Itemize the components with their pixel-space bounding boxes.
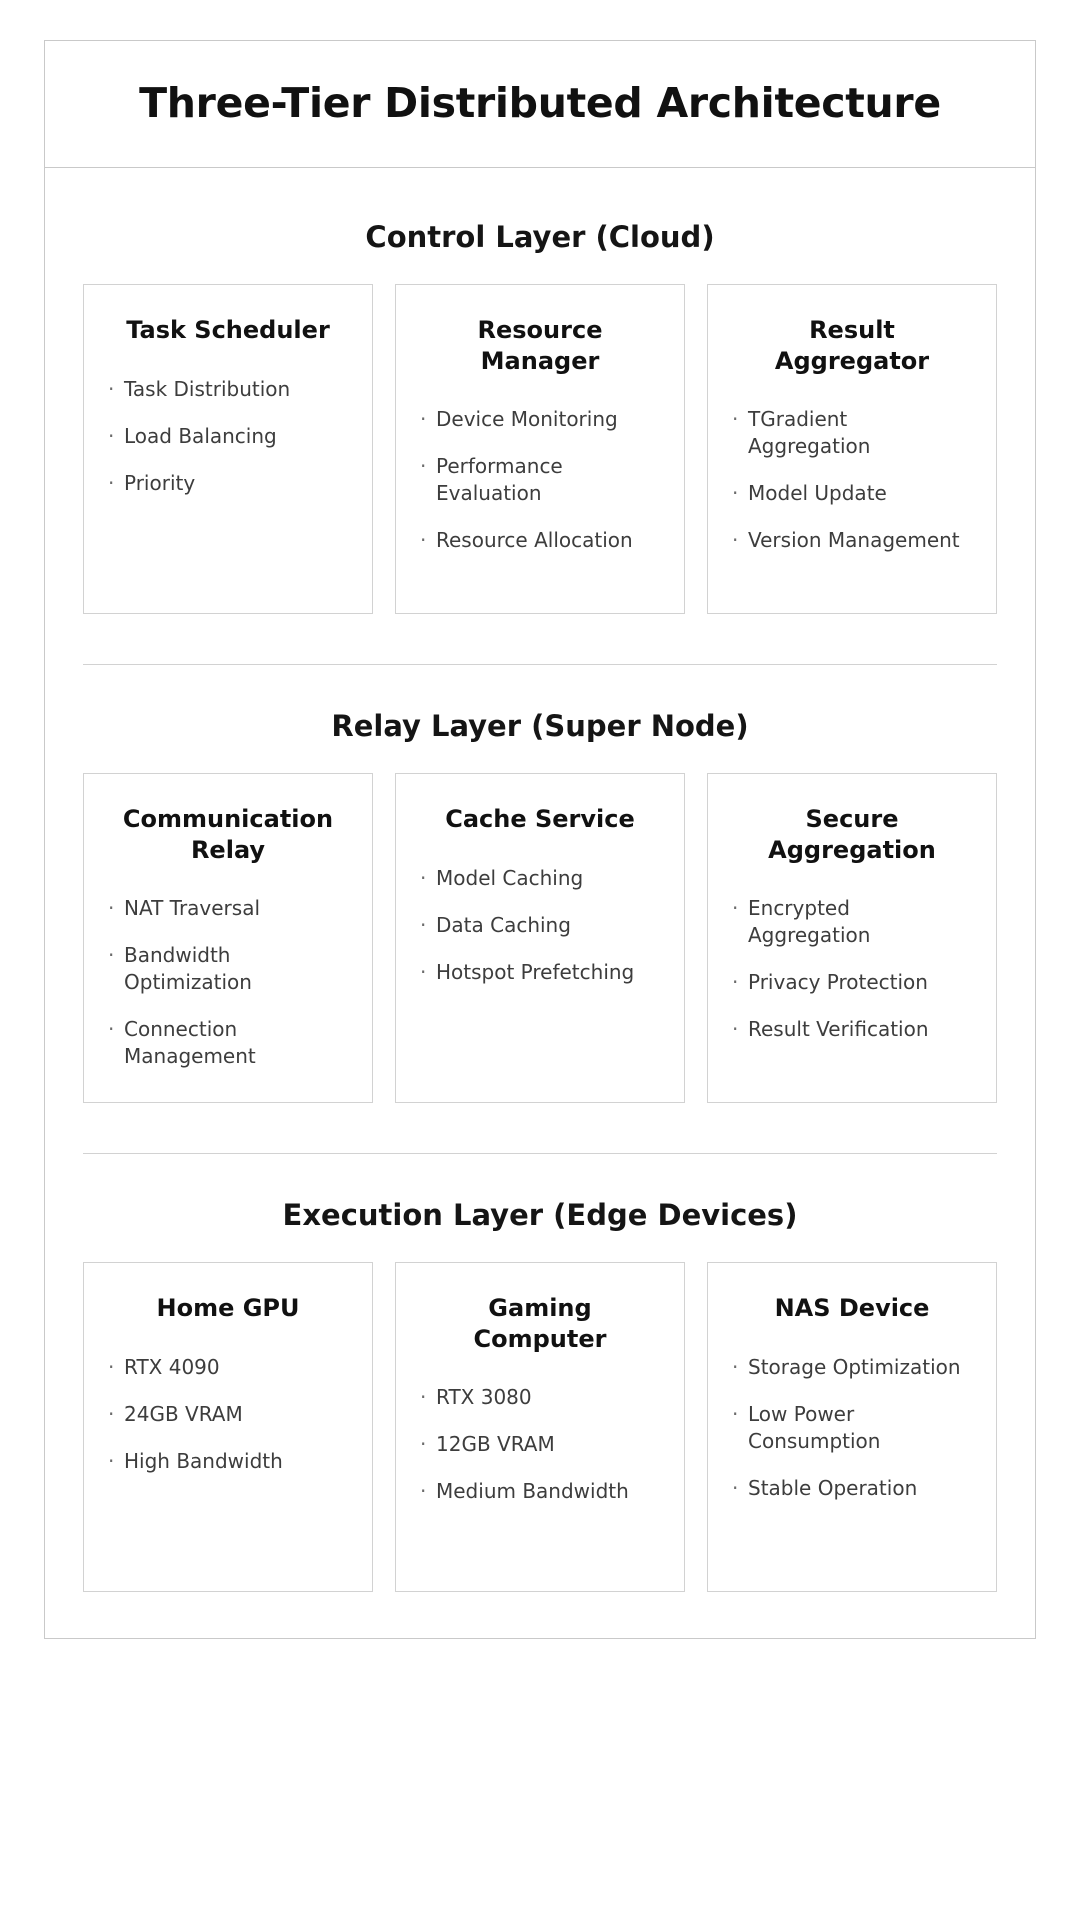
list-item (420, 912, 660, 939)
title-bar (45, 41, 1035, 168)
list-item-label: Load Balancing (124, 423, 277, 448)
bullet-dot-icon: · (420, 407, 427, 432)
layer-execution (83, 1198, 997, 1592)
list-item-label: Priority (124, 470, 196, 495)
card-communication-relay[interactable] (83, 773, 373, 1103)
bullet-dot-icon: · (732, 970, 739, 995)
list-item (420, 406, 660, 433)
card-gaming-computer[interactable] (395, 1262, 685, 1592)
layer-control-cards (83, 284, 997, 614)
list-item (732, 1401, 972, 1455)
list-item-label: Encrypted Aggregation (748, 896, 871, 948)
list-item-label: 24GB VRAM (124, 1401, 243, 1426)
bullet-dot-icon: · (732, 1475, 739, 1500)
list-item-label: Hotspot Prefetching (436, 959, 635, 984)
list-item (108, 1016, 348, 1070)
list-item (108, 1354, 348, 1381)
bullet-dot-icon: · (732, 481, 739, 506)
bullet-dot-icon: · (420, 528, 427, 553)
list-item-label: Model Update (748, 481, 887, 506)
list-item (732, 969, 972, 996)
layer-control (83, 220, 997, 614)
list-item-label: Data Caching (436, 912, 571, 937)
card-title: Task Scheduler (126, 316, 330, 344)
bullet-dot-icon: · (420, 1479, 427, 1504)
list-item-label: 12GB VRAM (436, 1432, 555, 1457)
list-item (420, 1384, 660, 1411)
card-resource-manager[interactable] (395, 284, 685, 614)
list-item (732, 527, 972, 554)
bullet-dot-icon: · (732, 407, 739, 432)
card-bullets (420, 865, 660, 986)
card-title: Gaming Computer (473, 1294, 607, 1353)
layer-execution-cards (83, 1262, 997, 1592)
list-item-label: Device Monitoring (436, 407, 618, 432)
bullet-dot-icon: · (420, 912, 427, 937)
list-item (732, 1475, 972, 1502)
bullet-dot-icon: · (420, 959, 427, 984)
bullet-dot-icon: · (732, 1017, 739, 1042)
layer-divider (83, 664, 997, 665)
list-item (108, 470, 348, 497)
list-item (108, 1448, 348, 1475)
list-item (108, 423, 348, 450)
card-bullets (108, 376, 348, 497)
list-item (732, 1016, 972, 1043)
list-item-label: Stable Operation (748, 1475, 918, 1500)
card-bullets (732, 406, 972, 554)
list-item (732, 1354, 972, 1381)
layer-relay (83, 709, 997, 1103)
card-task-scheduler[interactable] (83, 284, 373, 614)
list-item (420, 527, 660, 554)
list-item (420, 1478, 660, 1505)
list-item (420, 959, 660, 986)
list-item (732, 480, 972, 507)
list-item-label: Task Distribution (124, 376, 291, 401)
card-bullets (108, 1354, 348, 1475)
card-bullets (420, 1384, 660, 1505)
list-item-label: Performance Evaluation (436, 454, 563, 506)
bullet-dot-icon: · (108, 1017, 115, 1042)
card-title: Result Aggregator (774, 316, 930, 375)
list-item-label: Connection Management (124, 1017, 256, 1069)
card-secure-aggregation[interactable] (707, 773, 997, 1103)
list-item-label: High Bandwidth (124, 1448, 283, 1473)
card-title: Home GPU (156, 1294, 300, 1322)
bullet-dot-icon: · (108, 376, 115, 401)
card-nas-device[interactable] (707, 1262, 997, 1592)
card-home-gpu[interactable] (83, 1262, 373, 1592)
layers-container (45, 168, 1035, 1638)
card-title: Secure Aggregation (768, 805, 936, 864)
list-item-label: RTX 4090 (124, 1354, 220, 1379)
list-item (108, 895, 348, 922)
card-title: NAS Device (774, 1294, 930, 1322)
card-bullets (108, 895, 348, 1070)
card-bullets (732, 1354, 972, 1502)
card-bullets (420, 406, 660, 554)
list-item-label: Resource Allocation (436, 528, 633, 553)
bullet-dot-icon: · (420, 1432, 427, 1457)
card-title: Communication Relay (122, 805, 334, 864)
bullet-dot-icon: · (108, 1448, 115, 1473)
diagram-frame (44, 40, 1036, 1639)
list-item (420, 865, 660, 892)
page-title: Three-Tier Distributed Architecture (139, 79, 941, 127)
bullet-dot-icon: · (732, 1354, 739, 1379)
list-item-label: Privacy Protection (748, 970, 928, 995)
layer-divider (83, 1153, 997, 1154)
list-item-label: Result Verification (748, 1017, 929, 1042)
list-item-label: Model Caching (436, 865, 584, 890)
card-bullets (732, 895, 972, 1043)
bullet-dot-icon: · (108, 1401, 115, 1426)
list-item-label: TGradient Aggregation (748, 407, 871, 459)
bullet-dot-icon: · (108, 1354, 115, 1379)
layer-title-execution: Execution Layer (Edge Devices) (282, 1198, 798, 1232)
list-item-label: Medium Bandwidth (436, 1479, 629, 1504)
list-item (420, 453, 660, 507)
card-title: Resource Manager (477, 316, 603, 375)
layer-title-relay: Relay Layer (Super Node) (331, 709, 749, 743)
list-item (108, 942, 348, 996)
list-item (108, 376, 348, 403)
card-result-aggregator[interactable] (707, 284, 997, 614)
bullet-dot-icon: · (108, 423, 115, 448)
list-item-label: Storage Optimization (748, 1354, 961, 1379)
bullet-dot-icon: · (108, 470, 115, 495)
list-item-label: Bandwidth Optimization (124, 943, 252, 995)
bullet-dot-icon: · (732, 1401, 739, 1426)
bullet-dot-icon: · (420, 865, 427, 890)
card-title: Cache Service (445, 805, 635, 833)
bullet-dot-icon: · (108, 896, 115, 921)
bullet-dot-icon: · (732, 896, 739, 921)
list-item-label: Version Management (748, 528, 960, 553)
list-item (732, 895, 972, 949)
list-item (108, 1401, 348, 1428)
layer-relay-cards (83, 773, 997, 1103)
card-cache-service[interactable] (395, 773, 685, 1103)
layer-title-control: Control Layer (Cloud) (365, 220, 715, 254)
bullet-dot-icon: · (732, 528, 739, 553)
bullet-dot-icon: · (108, 943, 115, 968)
bullet-dot-icon: · (420, 1385, 427, 1410)
list-item (732, 406, 972, 460)
list-item (420, 1431, 660, 1458)
bullet-dot-icon: · (420, 454, 427, 479)
list-item-label: Low Power Consumption (748, 1401, 881, 1453)
list-item-label: RTX 3080 (436, 1385, 532, 1410)
list-item-label: NAT Traversal (124, 896, 261, 921)
